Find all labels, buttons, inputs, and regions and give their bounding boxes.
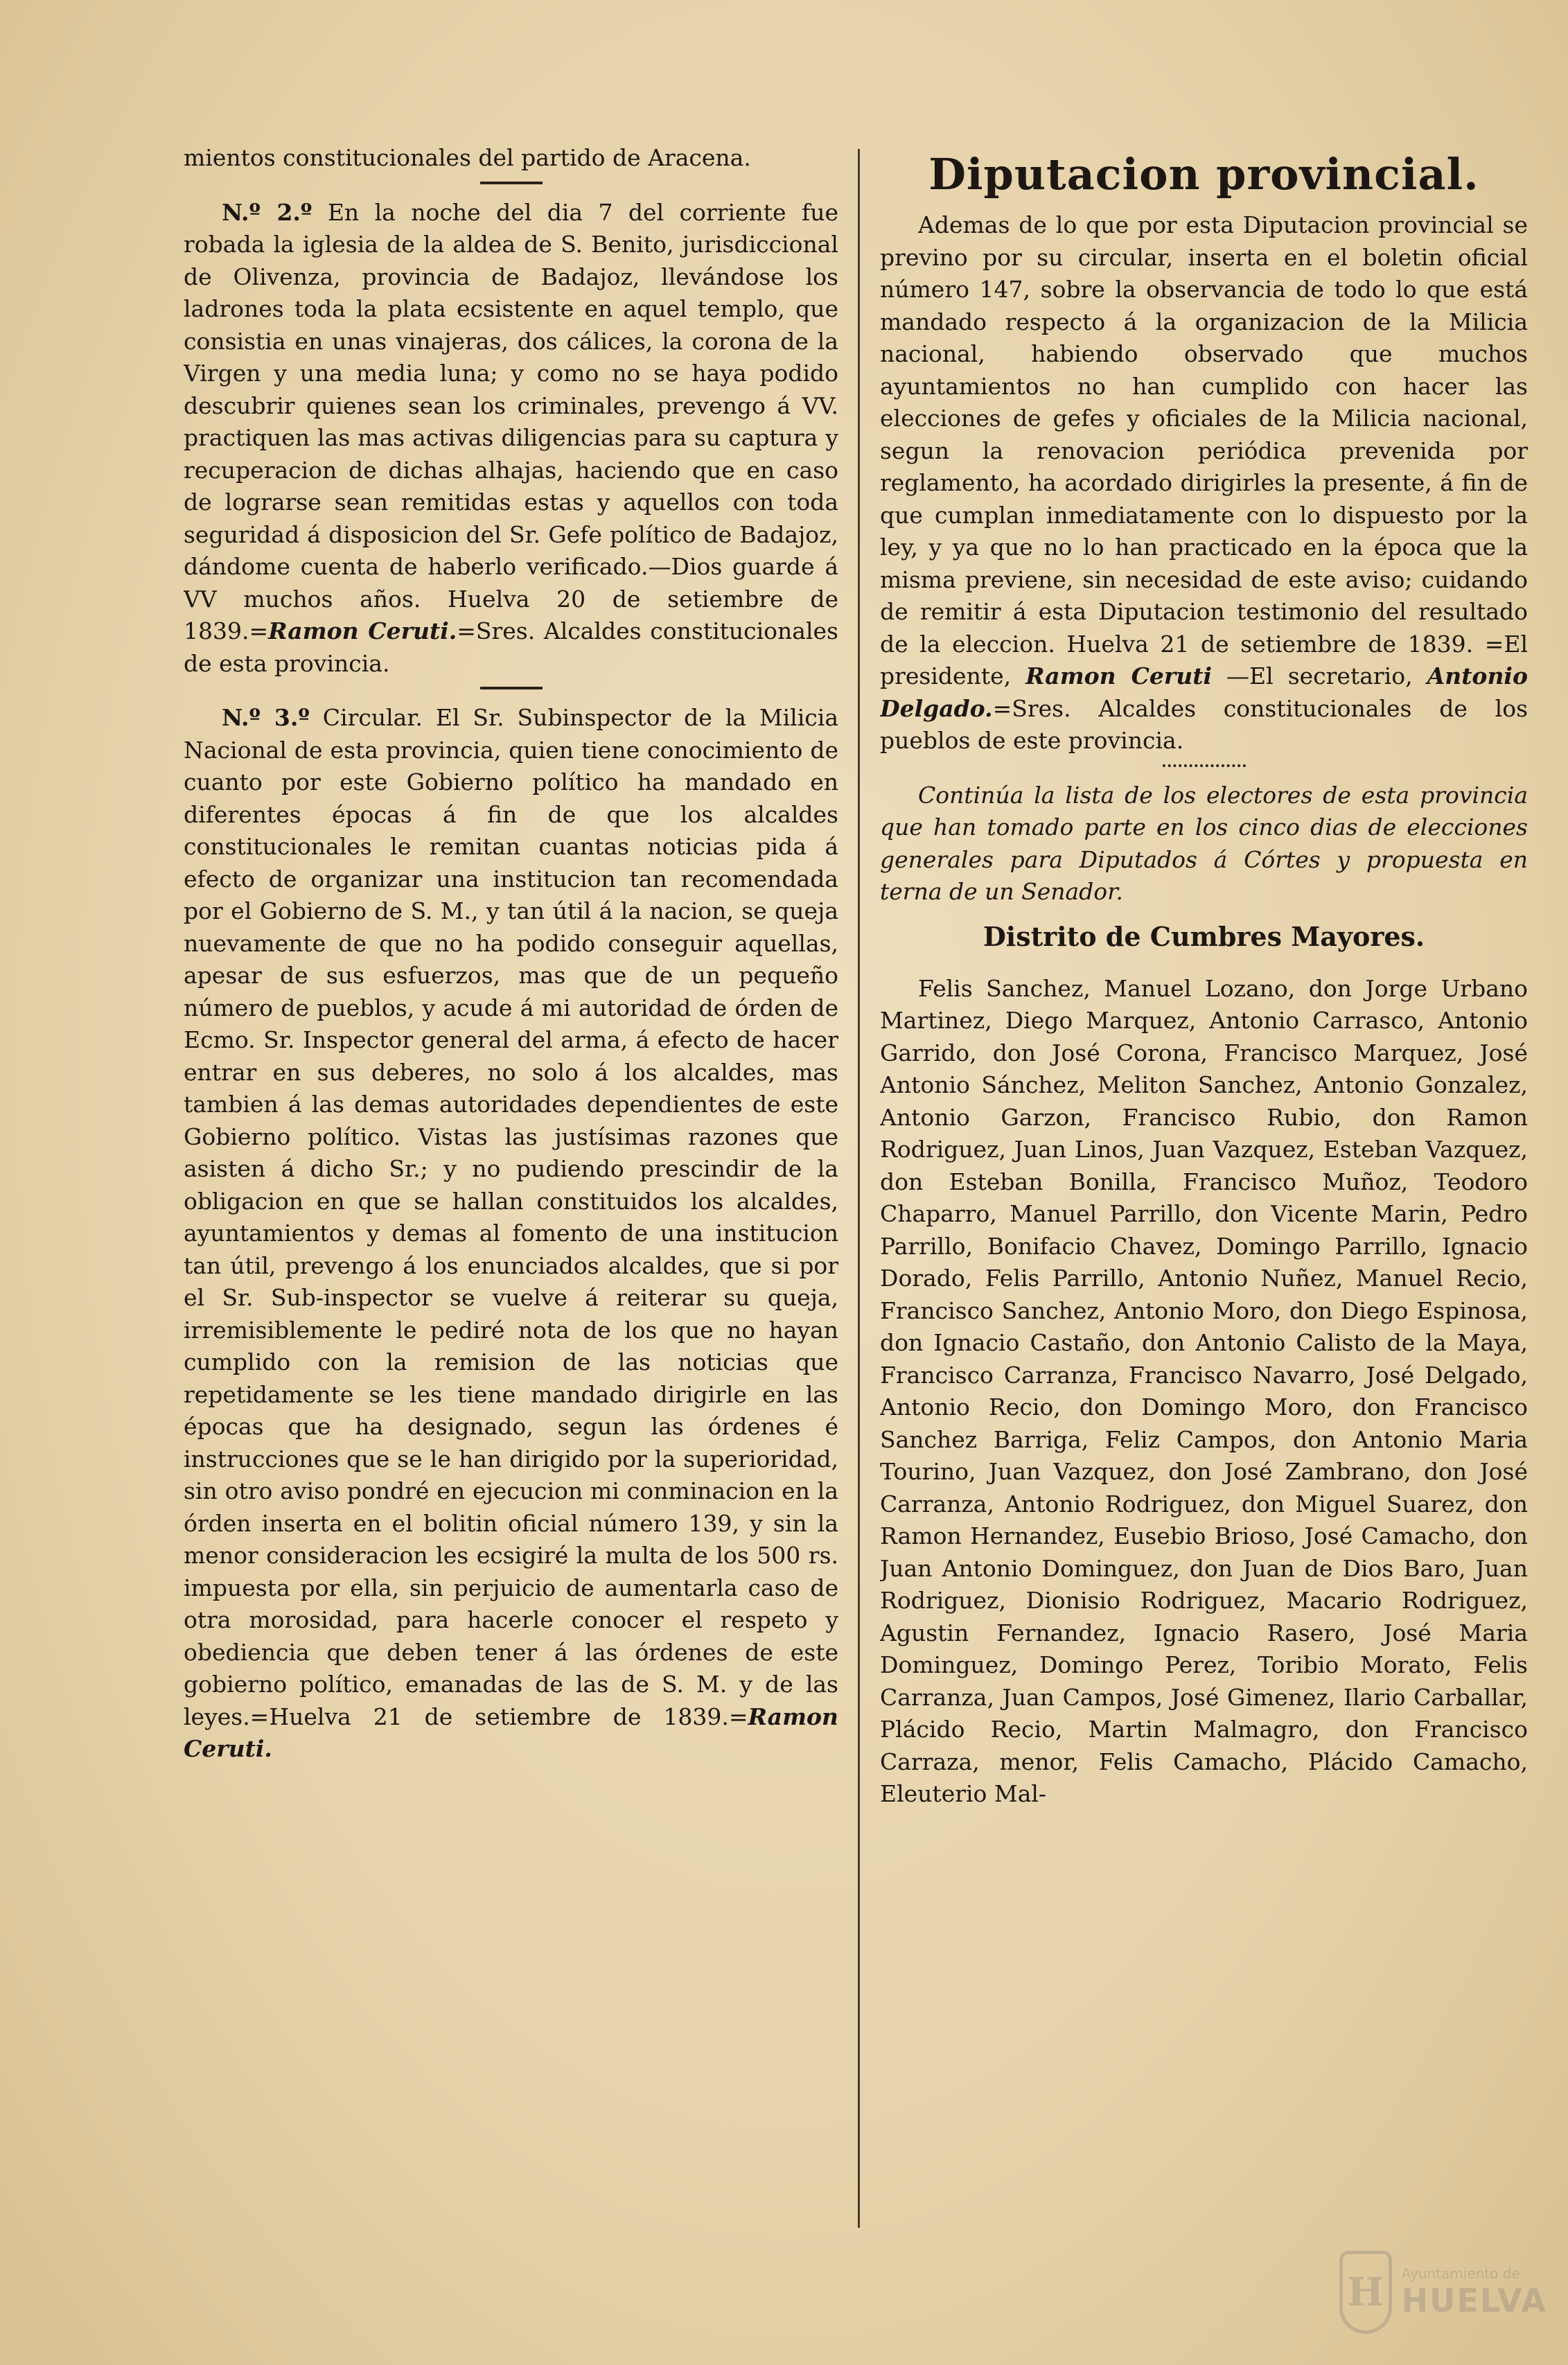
notice-2 — [184, 197, 838, 680]
archive-watermark — [1339, 2240, 1547, 2344]
notice-2-number: N.º 2.º — [222, 198, 312, 226]
electors-list-intro: Continúa la lista de los electores de esta provincia que han tomado parte en los cinco dias de elecciones generales para Diputados á Córtes y propuesta en terna de un Senador. — [880, 781, 1528, 905]
notice-2-body: En la noche del dia 7 del corriente fue robada la iglesia de la aldea de S. Benito, jurisdiccional de Olivenza, provincia de Badajoz, llevándose los ladrones toda la plata ecsistente en aquel templo, que consistia en unas vinajeras, dos cálices, la corona de la Virgen y una media luna; y como no se haya podido descubrir quienes sean los criminales, prevengo á VV. practiquen las mas activas diligencias para su captura y recuperacion de dichas alhajas, haciendo que en caso de lograrse sean remitidas estas y aquellos con toda seguridad á disposicion del Sr. Gefe político de Badajoz, dándome cuenta de haberlo verificado.—Dios guarde á VV muchos años. Huelva 20 de setiembre de 1839.= — [184, 198, 838, 644]
secretary-signature: Antonio Delgado. — [880, 662, 1528, 722]
notice-3 — [184, 702, 838, 1766]
diputacion-notice-body: Ademas de lo que por esta Diputacion provincial se previno por su circular, inserta en el boletin oficial número 147, sobre la observancia de todo lo que está mandado respecto á la organizacion de la Milicia nacional, habiendo observado que muchos ayuntamientos no han cumplido con hacer las elecciones de gefes y oficiales de la Milicia nacional, segun la renovacion periódica prevenida por reglamento, ha acordado dirigirles la presente, á fin de que cumplan inmediatamente con lo dispuesto por la ley, y ya que no lo han practicado en la época que la misma previene, sin necesidad de este aviso; cuidando de remitir á esta Diputacion testimonio del resultado de la eleccion. Huelva 21 de setiembre de 1839. =El presidente, — [880, 211, 1528, 689]
left-column — [184, 142, 838, 2316]
coat-of-arms-icon: H — [1339, 2251, 1392, 2334]
notice-3-number: N.º 3.º — [222, 704, 310, 731]
watermark-small-text: Ayuntamiento de — [1401, 2265, 1520, 2282]
column-divider — [858, 149, 860, 2228]
district-heading: Distrito de Cumbres Mayores. — [983, 920, 1425, 952]
notice-2-addressee: =Sres. Alcaldes constitucionales de esta provincia. — [184, 617, 838, 677]
notice-3-signature: Ramon Ceruti. — [184, 1703, 838, 1762]
section-heading: Diputacion provincial. — [928, 149, 1479, 200]
notice-2-signature: Ramon Ceruti. — [268, 617, 457, 644]
right-column — [880, 142, 1528, 2316]
section-divider — [480, 182, 543, 184]
section-divider — [1163, 764, 1246, 767]
secretary-label: —El secretario, — [1212, 662, 1427, 689]
watermark-text — [1402, 2265, 1547, 2319]
section-divider — [480, 687, 543, 689]
notice-3-body: Circular. El Sr. Subinspector de la Milicia Nacional de esta provincia, quien tiene conocimiento de cuanto por este Gobierno político ha mandado en diferentes épocas á fin de que los alcaldes constitucionales le remitan cuantas noticias pida á efecto de organizar una institucion tan recomendada por el Gobierno de S. M., y tan útil á la nacion, se queja nuevamente de que no ha podido conseguir aquellas, apesar de sus esfuerzos, mas que de un pequeño número de pueblos, y acude á mi autoridad de órden de Ecmo. Sr. Inspector general del arma, á efecto de hacer entrar en sus deberes, no solo á los alcaldes, mas tambien á las demas autoridades dependientes de este Gobierno político. Vistas las justísimas razones que asisten á dicho Sr.; y no pudiendo prescindir de la obligacion en que se hallan constituidos los alcaldes, ayuntamientos y demas al fomento de una institucion tan útil, prevengo á los enunciados alcaldes, que si por el Sr. Sub-inspector se vuelve á reiterar su queja, irremisiblemente le pediré nota de los que no hayan cumplido con la remision de las noticias que repetidamente se les tiene mandado dirigirle en las épocas que ha designado, segun las órdenes é instrucciones que se le han dirigido por la superioridad, sin otro aviso pondré en ejecucion mi conminacion en la órden inserta en el bolitin oficial número 139, y sin la menor consideracion les ecsigiré la multa de los 500 rs. impuesta por ella, sin perjuicio de aumentarla caso de otra morosidad, para hacerle conocer el respeto y obediencia que deben tener á las órdenes de este gobierno político, emanadas de las de S. M. y de las leyes.=Huelva 21 de setiembre de 1839.= — [184, 704, 838, 1730]
diputacion-addressee: =Sres. Alcaldes constitucionales de los pueblos de este provincia. — [880, 694, 1528, 754]
president-signature: Ramon Ceruti — [1025, 662, 1213, 689]
electors-list: Felis Sanchez, Manuel Lozano, don Jorge Urbano Martinez, Diego Marquez, Antonio Carrasco, Antonio Garrido, don José Corona, Francisco Marquez, José Antonio Sánchez, Meliton Sanchez, Antonio Gonzalez, Antonio Garzon, Francisco Rubio, don Ramon Rodriguez, Juan Linos, Juan Vazquez, Esteban Vazquez, don Esteban Bonilla, Francisco Muñoz, Teodoro Chaparro, Manuel Parrillo, don Vicente Marin, Pedro Parrillo, Bonifacio Chavez, Domingo Parrillo, Ignacio Dorado, Felis Parrillo, Antonio Nuñez, Manuel Recio, Francisco Sanchez, Antonio Moro, don Diego Espinosa, don Ignacio Castaño, don Antonio Calisto de la Maya, Francisco Carranza, Francisco Navarro, José Delgado, Antonio Recio, don Domingo Moro, don Francisco Sanchez Barriga, Feliz Campos, don Antonio Maria Tourino, Juan Vazquez, don José Zambrano, don José Carranza, Antonio Rodriguez, don Miguel Suarez, don Ramon Hernandez, Eusebio Brioso, José Camacho, don Juan Antonio Dominguez, don Juan de Dios Baro, Juan Rodriguez, Dionisio Rodriguez, Macario Rodriguez, Agustin Fernandez, Ignacio Rasero, José Maria Dominguez, Domingo Perez, Toribio Morato, Felis Carranza, Juan Campos, José Gimenez, Ilario Carballar, Plácido Recio, Martin Malmagro, don Francisco Carraza, menor, Felis Camacho, Plácido Camacho, Eleuterio Mal- — [880, 974, 1528, 1807]
continued-paragraph: mientos constitucionales del partido de Aracena. — [184, 144, 751, 171]
watermark-city: HUELVA — [1401, 2282, 1547, 2319]
diputacion-notice — [880, 209, 1528, 757]
